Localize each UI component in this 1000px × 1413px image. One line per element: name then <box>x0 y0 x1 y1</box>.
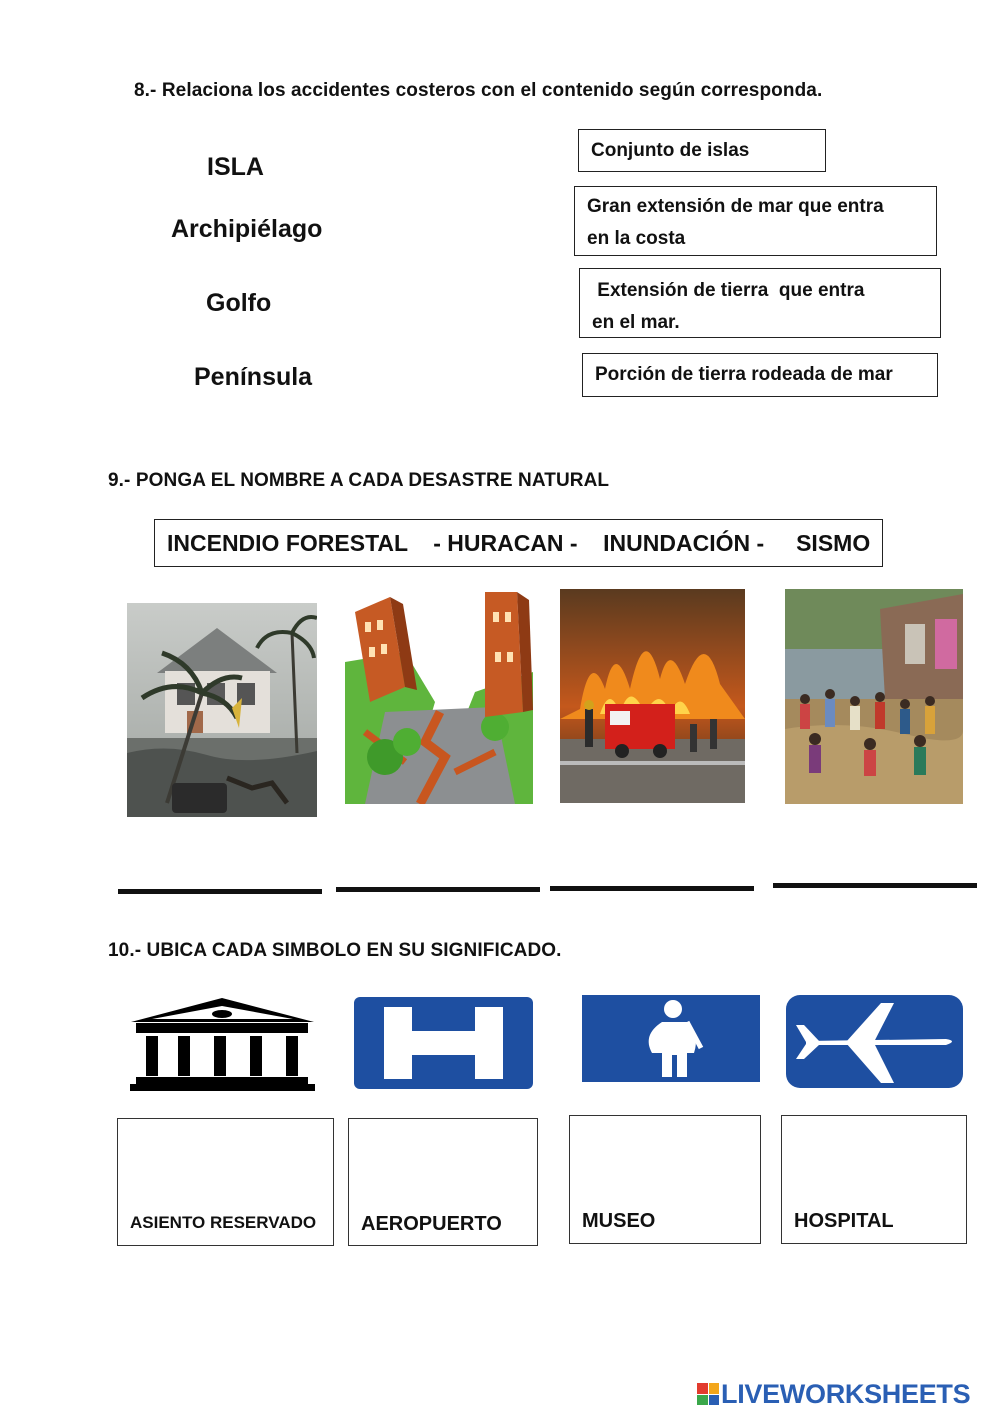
definition-box-3[interactable] <box>579 268 941 338</box>
definition-box-1[interactable] <box>578 129 826 172</box>
symbol-drop-box-4[interactable] <box>781 1115 967 1244</box>
logo-text: LIVEWORKSHEETS <box>721 1378 971 1409</box>
definition-box-4[interactable] <box>582 353 938 397</box>
symbol-drop-box-1[interactable] <box>117 1118 334 1246</box>
flood-photo <box>785 589 963 804</box>
term-peninsula[interactable]: Península <box>194 363 313 391</box>
word-bank <box>154 519 883 567</box>
definition-box-2[interactable] <box>574 186 937 256</box>
airport-icon[interactable] <box>786 995 963 1088</box>
logo-badge-icon <box>697 1383 719 1405</box>
answer-line-3[interactable] <box>550 886 754 891</box>
definition-text: Conjunto de islas <box>591 140 750 161</box>
answer-line-1[interactable] <box>118 889 322 894</box>
q8-title: 8.- Relaciona los accidentes costeros con el contenido según corresponda. <box>134 80 823 101</box>
hospital-icon[interactable] <box>354 997 533 1089</box>
definition-text: en la costa <box>587 228 686 249</box>
symbol-label: MUSEO <box>582 1210 656 1232</box>
definition-text: en el mar. <box>592 312 680 333</box>
definition-text: Gran extensión de mar que entra <box>587 196 884 217</box>
forest-fire-photo <box>560 589 745 803</box>
symbol-drop-box-2[interactable] <box>348 1118 538 1246</box>
answer-line-2[interactable] <box>336 887 540 892</box>
definition-text: Extensión de tierra que entra <box>592 280 865 301</box>
term-archipielago[interactable]: Archipiélago <box>171 215 323 243</box>
symbol-drop-box-3[interactable] <box>569 1115 761 1244</box>
museum-icon[interactable] <box>128 996 317 1091</box>
q9-title: 9.- PONGA EL NOMBRE A CADA DESASTRE NATURAL <box>108 470 610 491</box>
symbol-label: HOSPITAL <box>794 1210 894 1232</box>
symbol-label: ASIENTO RESERVADO <box>130 1213 317 1232</box>
word-bank-text: INCENDIO FORESTAL - HURACAN - INUNDACIÓN - SISMO <box>167 529 871 556</box>
term-isla[interactable]: ISLA <box>207 153 264 181</box>
answer-line-4[interactable] <box>773 883 977 888</box>
symbol-label: AEROPUERTO <box>361 1213 502 1235</box>
reserved-seat-icon[interactable] <box>582 995 760 1082</box>
hurricane-photo <box>127 603 317 817</box>
definition-text: Porción de tierra rodeada de mar <box>595 364 893 385</box>
earthquake-illustration <box>345 592 533 804</box>
term-golfo[interactable]: Golfo <box>206 289 272 317</box>
q10-title: 10.- UBICA CADA SIMBOLO EN SU SIGNIFICADO. <box>108 940 562 961</box>
liveworksheets-logo <box>697 1380 970 1408</box>
